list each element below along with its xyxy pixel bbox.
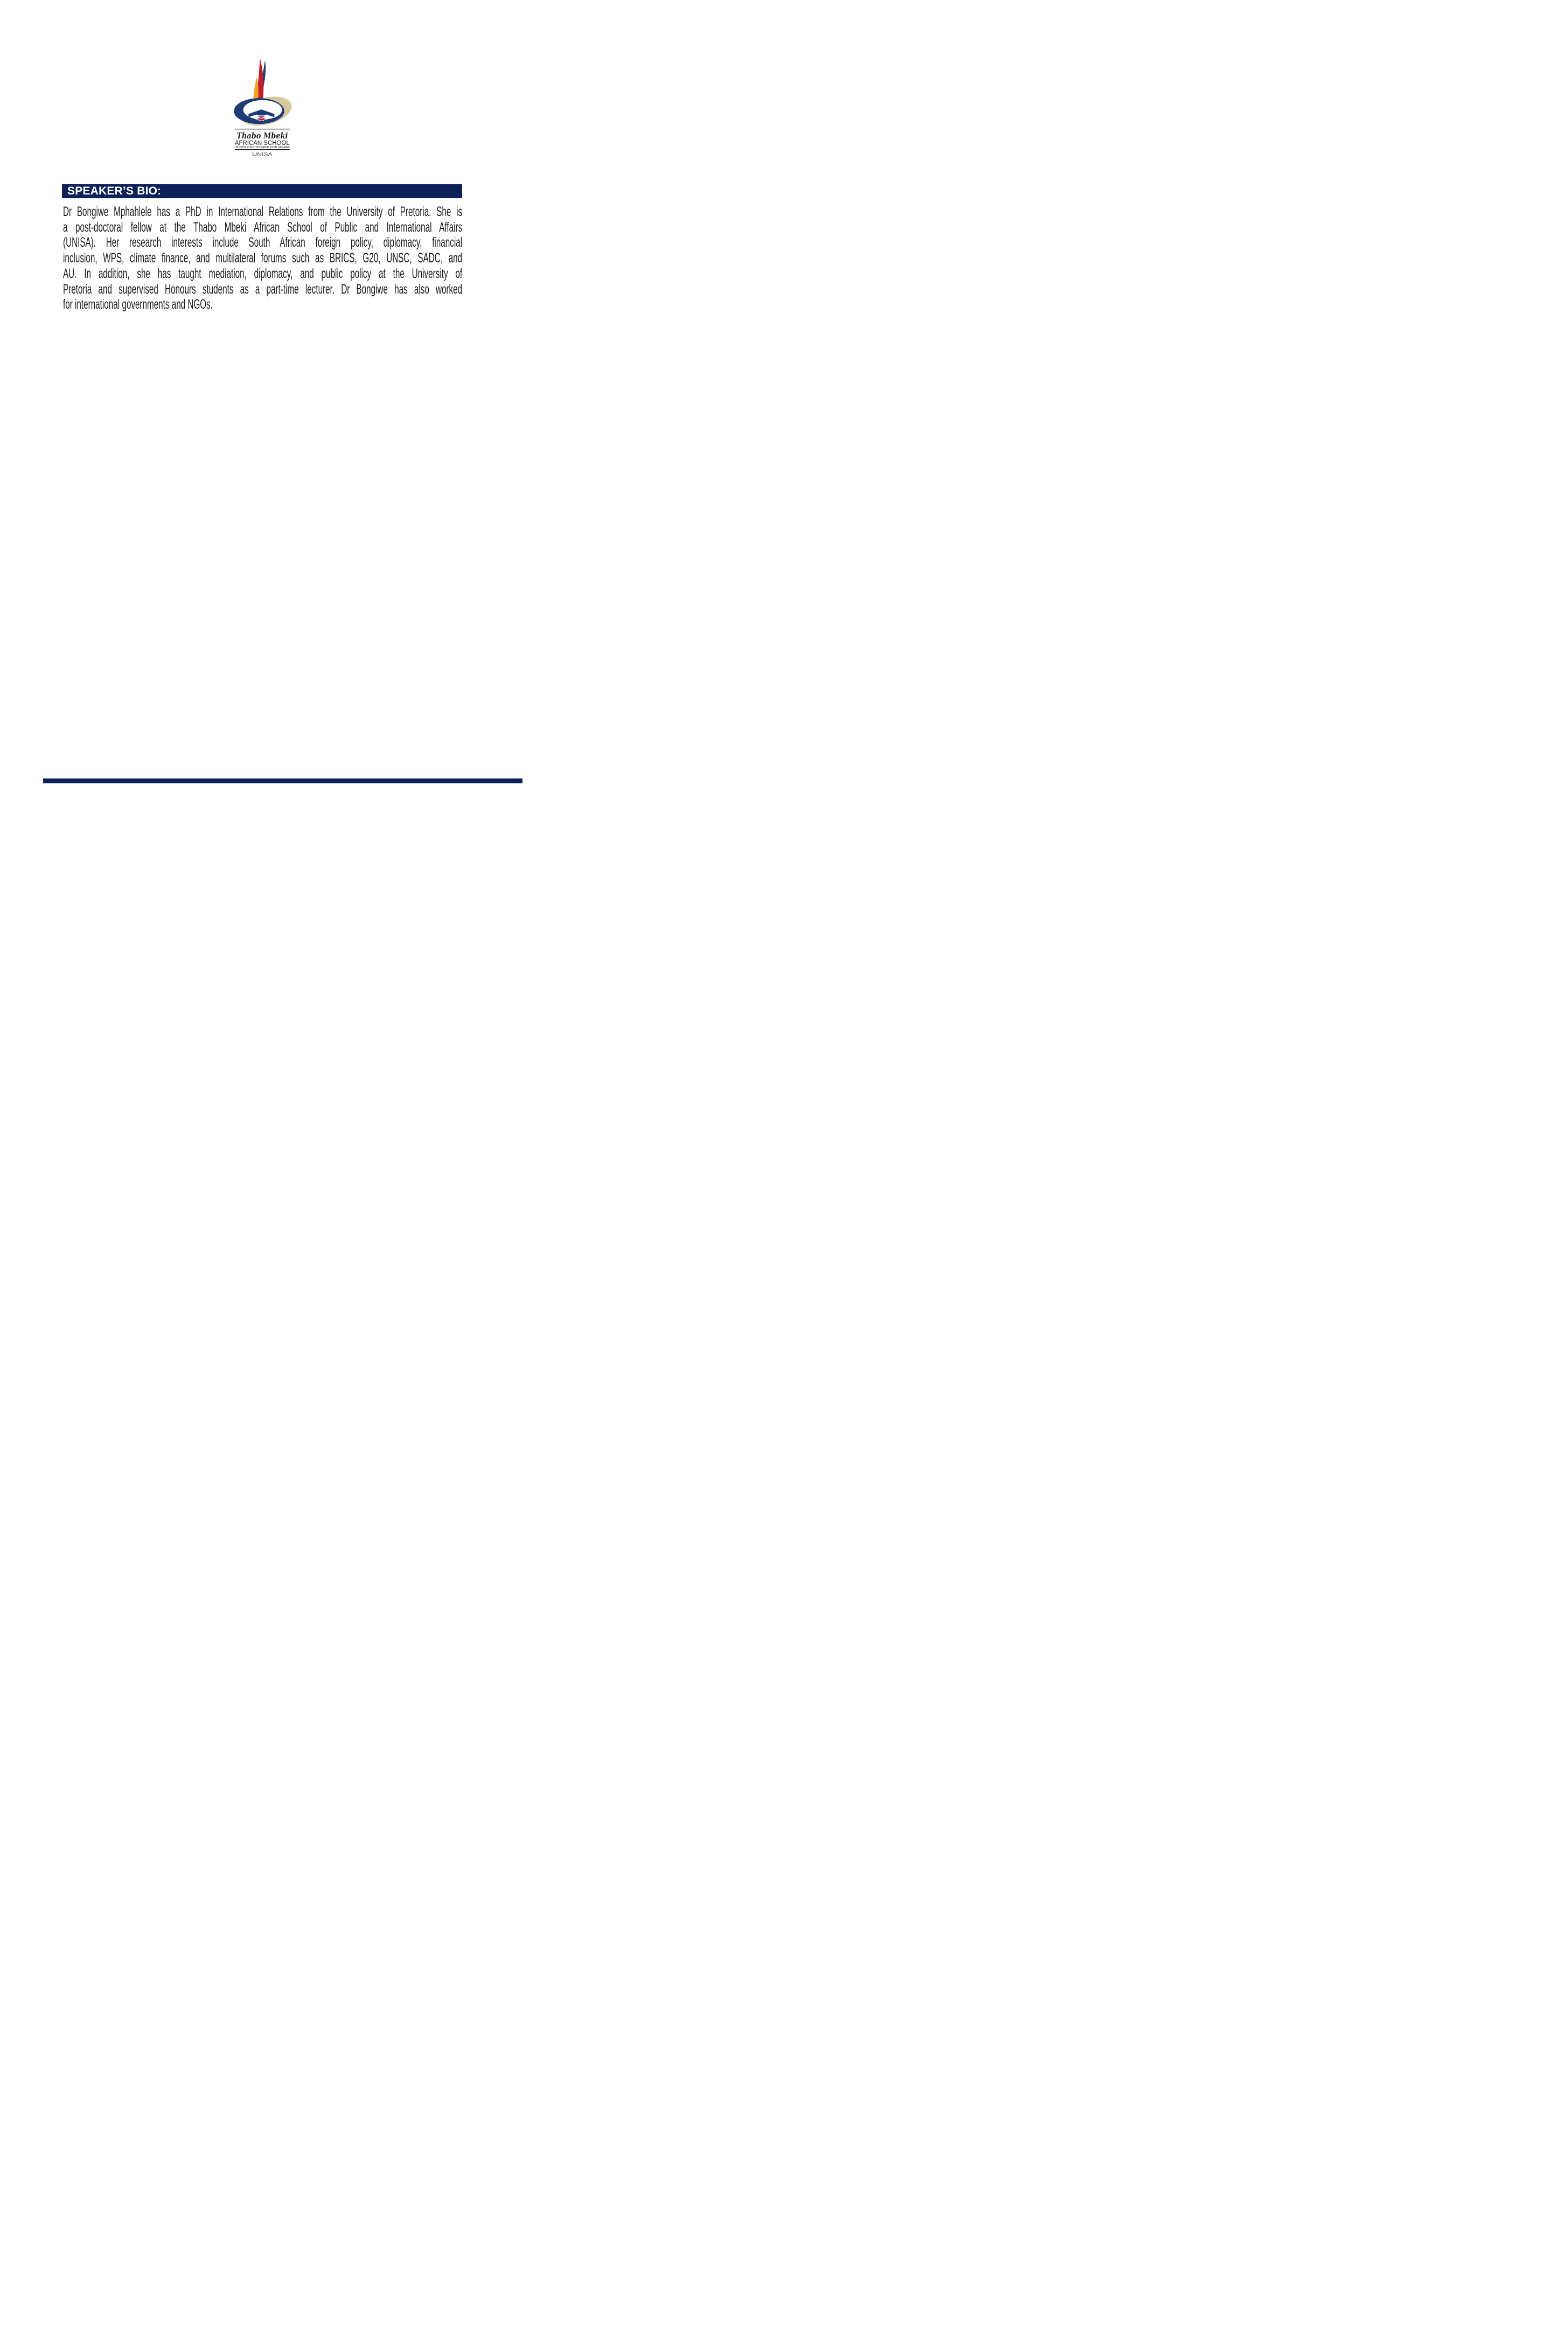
school-logo-graphic — [226, 57, 298, 158]
logo-script-text: Thabo Mbeki — [236, 131, 288, 141]
bio-line: inclusion, WPS, climate finance, and multilateral forums such as BRICS, G20, UNSC, SADC, and — [63, 251, 463, 266]
speaker-bio-paragraph — [63, 204, 462, 312]
footer-band — [43, 778, 522, 783]
bio-line: (UNISA). Her research interests include South African foreign policy, diplomacy, financial — [63, 235, 463, 251]
bio-line: for international governments and NGOs. — [63, 297, 213, 312]
logo-unisa-text: UNISA — [252, 151, 273, 157]
bio-line: AU. In addition, she has taught mediation, diplomacy, and public policy at the University of — [63, 266, 463, 281]
document-page — [0, 0, 522, 783]
school-logo — [226, 57, 298, 158]
logo-subline-text: OF PUBLIC AND INTERNATIONAL AFFAIRS — [234, 145, 290, 149]
bio-line: a post-doctoral fellow at the Thabo Mbeki African School of Public and International Affairs — [63, 219, 463, 235]
speakers-bio-header — [62, 184, 462, 198]
bio-line: Pretoria and supervised Honours students as a part-time lecturer. Dr Bongiwe has also worked — [63, 281, 463, 297]
speakers-bio-header-label: SPEAKER’S BIO: — [67, 185, 162, 197]
bio-line: Dr Bongiwe Mphahlele has a PhD in International Relations from the University of Pretoria. She is — [63, 204, 463, 219]
logo-school-text: AFRICAN SCHOOL — [234, 138, 290, 147]
logo-rule-bottom — [235, 149, 290, 150]
